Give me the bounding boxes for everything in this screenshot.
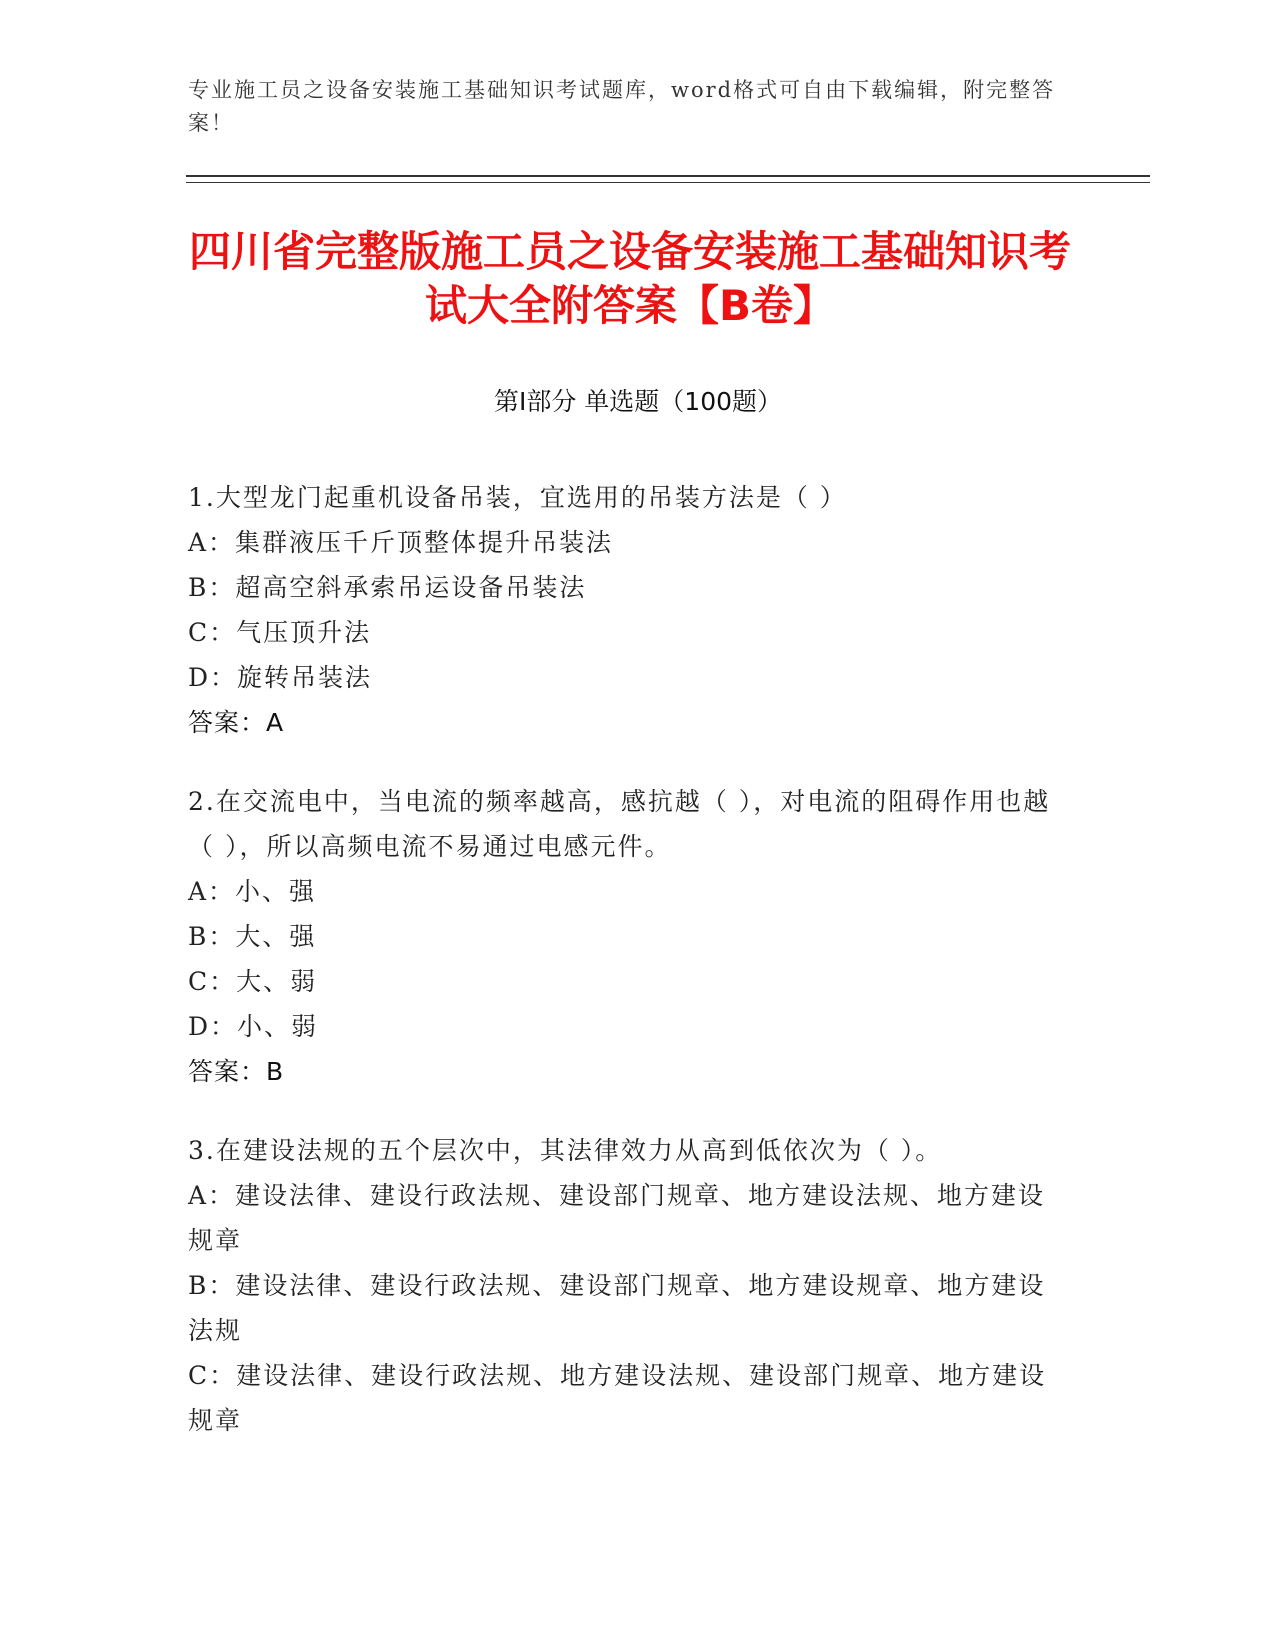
option-d: D：小、弱 — [188, 1012, 319, 1041]
question-stem: 1.大型龙门起重机设备吊装，宜选用的吊装方法是（ ） — [188, 483, 847, 512]
question-2 — [188, 779, 1068, 1094]
option-a: A：建设法律、建设行政法规、建设部门规章、地方建设法规、地方建设规章 — [188, 1181, 1046, 1255]
option-c: C：气压顶升法 — [188, 618, 372, 647]
question-3 — [188, 1128, 1068, 1443]
option-d: D：旋转吊装法 — [188, 663, 373, 692]
option-b: B：大、强 — [188, 922, 317, 951]
question-1 — [188, 475, 1068, 745]
option-c: C：建设法律、建设行政法规、地方建设法规、建设部门规章、地方建设规章 — [188, 1361, 1047, 1435]
option-b: B：超高空斜承索吊运设备吊装法 — [188, 573, 587, 602]
header-rule-thick — [186, 175, 1150, 177]
document-title: 四川省完整版施工员之设备安装施工基础知识考试大全附答案【B卷】 — [188, 227, 1071, 330]
header-note: 专业施工员之设备安装施工基础知识考试题库，word格式可自由下载编辑，附完整答案！ — [188, 78, 1056, 135]
option-b: B：建设法律、建设行政法规、建设部门规章、地方建设规章、地方建设法规 — [188, 1271, 1046, 1345]
question-stem: 2.在交流电中，当电流的频率越高，感抗越（ ），对电流的阻碍作用也越（ ），所以高频电流不易通过电感元件。 — [188, 787, 1051, 861]
section-title: 第Ⅰ部分 单选题（100题） — [493, 387, 783, 416]
header-rule-thin — [186, 182, 1150, 183]
question-list — [188, 475, 1068, 1477]
option-c: C：大、弱 — [188, 967, 318, 996]
question-stem: 3.在建设法规的五个层次中，其法律效力从高到低依次为（ ）。 — [188, 1136, 943, 1165]
answer: 答案：A — [188, 708, 285, 737]
option-a: A：小、强 — [188, 877, 317, 906]
answer: 答案：B — [188, 1057, 285, 1086]
option-a: A：集群液压千斤顶整体提升吊装法 — [188, 528, 614, 557]
